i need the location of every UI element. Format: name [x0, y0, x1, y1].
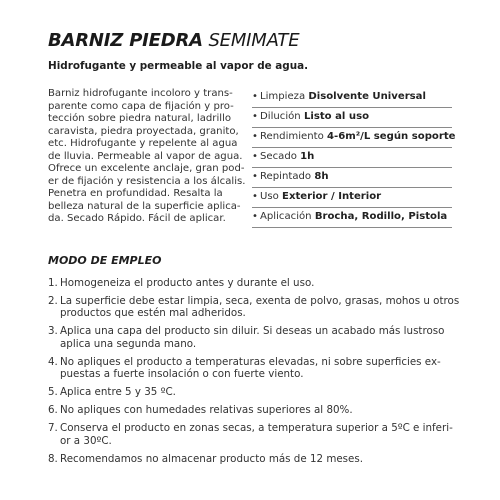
step-text: aplica una segunda mano. [60, 337, 197, 350]
step-text: productos que estén mal adheridos. [60, 307, 246, 320]
usage-step [48, 386, 458, 398]
step-number: 4. [48, 355, 58, 368]
spec-item-secado [252, 148, 452, 168]
spec-label: Dilución [260, 111, 301, 122]
spec-list [252, 88, 456, 228]
step-number: 5. [48, 386, 58, 399]
step-number: 2. [48, 295, 58, 308]
spec-value: Brocha, Rodillo, Pistola [314, 211, 448, 222]
usage-step [48, 404, 458, 416]
product-title-finish: SEMIMATE [208, 30, 300, 51]
description-line: da. Secado Rápido. Fácil de aplicar. [48, 213, 226, 224]
description-line: Barniz hidrofugante incoloro y trans- [48, 88, 233, 99]
spec-item-limpieza [252, 88, 452, 108]
spec-label: Rendimiento [260, 131, 324, 142]
usage-step [48, 295, 458, 320]
usage-heading: MODO DE EMPLEO [48, 254, 162, 267]
step-number: 1. [48, 277, 58, 289]
usage-step [48, 277, 458, 289]
description-line: parente como capa de fijación y pro- [48, 100, 234, 112]
step-text: Homogeneiza el producto antes y durante el uso. [60, 277, 315, 289]
spec-value: Exterior / Interior [282, 191, 382, 202]
spec-label: Repintado [260, 171, 312, 182]
product-title [48, 30, 299, 51]
usage-steps [48, 277, 458, 471]
usage-step [48, 325, 458, 350]
step-text: No apliques el producto a temperaturas elevadas, ni sobre superficies ex- [60, 355, 441, 368]
step-text: or a 30ºC. [60, 434, 112, 447]
description-line: er de fijación y resistencia a los álcalis. [48, 175, 246, 187]
spec-value: Listo al uso [303, 111, 370, 122]
step-text: Recomendamos no almacenar producto más de 12 meses. [60, 452, 364, 465]
step-number: 3. [48, 325, 58, 338]
step-text: Aplica una capa del producto sin diluir. Si deseas un acabado más lustroso [60, 325, 445, 338]
spec-item-uso [252, 188, 452, 208]
spec-item-aplicacion [252, 208, 452, 228]
step-text: La superficie debe estar limpia, seca, exenta de polvo, grasas, mohos u otros [60, 295, 460, 308]
spec-label: Limpieza [260, 91, 306, 102]
step-text: puestas a fuerte insolación o con fuerte viento. [60, 368, 304, 381]
step-text: Conserva el producto en zonas secas, a temperatura superior a 5ºC e inferi- [60, 422, 453, 435]
spec-item-rendimiento [252, 128, 456, 148]
product-subtitle: Hidrofugante y permeable al vapor de agua. [48, 60, 309, 72]
spec-value: Disolvente Universal [308, 91, 426, 102]
step-text: Aplica entre 5 y 35 ºC. [60, 386, 176, 399]
spec-label: Uso [260, 191, 279, 202]
step-number: 6. [48, 404, 58, 417]
description-line: tección sobre piedra natural, ladrillo [48, 113, 232, 124]
step-text: No apliques con humedades relativas superiores al 80%. [60, 404, 353, 417]
spec-label: Aplicación [260, 211, 312, 222]
spec-value: 4-6m²/L según soporte [326, 131, 456, 142]
spec-item-repintado [252, 168, 452, 188]
spec-item-dilucion [252, 108, 452, 128]
description-line: belleza natural de la superficie aplica- [48, 200, 241, 212]
usage-step [48, 422, 458, 447]
usage-step [48, 453, 458, 465]
step-number: 8. [48, 452, 58, 465]
spec-label: Secado [260, 151, 297, 162]
step-number: 7. [48, 422, 58, 435]
description-line: etc. Hidrofugante y repelente al agua [48, 138, 238, 149]
spec-value: 1h [300, 151, 315, 162]
description-line: caravista, piedra proyectada, granito, [48, 125, 239, 137]
product-description [48, 88, 250, 226]
description-line: Ofrece un excelente anclaje, gran pod- [48, 163, 245, 174]
description-line: de lluvia. Permeable al vapor de agua. [48, 150, 243, 162]
product-title-bold: BARNIZ PIEDRA [48, 30, 203, 51]
spec-value: 8h [314, 171, 329, 182]
description-line: Penetra en profundidad. Resalta la [48, 188, 223, 199]
usage-step [48, 356, 458, 381]
